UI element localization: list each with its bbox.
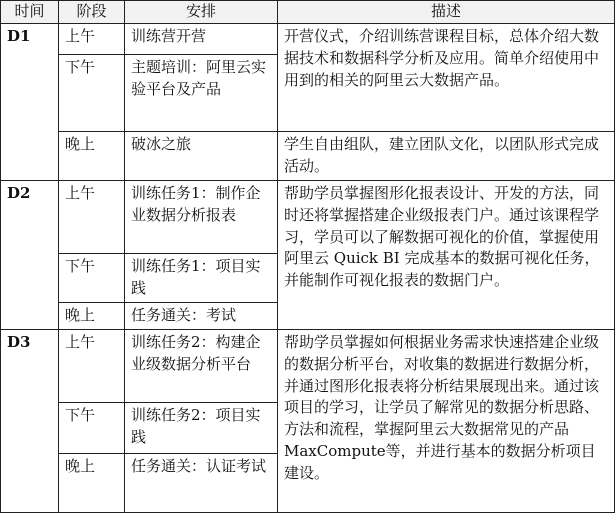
arrangement-cell: 训练任务2：项目实践 — [125, 403, 278, 454]
period-cell: 上午 — [59, 330, 125, 403]
header-row — [1, 1, 615, 24]
description-cell: 帮助学员掌握如何根据业务需求快速搭建企业级的数据分析平台，对收集的数据进行数据分析，并通过图形化报表将分析结果展现出来。通过该项目的学习，让学员了解常见的数据分析思路、方法和流程，掌握阿里云大数据常见的产品MaxCompute等，并进行基本的数据分析项目建设。 — [278, 330, 615, 513]
period-cell: 晚上 — [59, 132, 125, 181]
header-stage: 阶段 — [59, 1, 125, 24]
period-cell: 下午 — [59, 55, 125, 132]
arrangement-cell: 训练营开营 — [125, 24, 278, 55]
period-cell: 晚上 — [59, 454, 125, 513]
description-cell: 开营仪式，介绍训练营课程目标，总体介绍大数据技术和数据科学分析及应用。简单介绍使用中用到的相关的阿里云大数据产品。 — [278, 24, 615, 132]
header-description: 描述 — [278, 1, 615, 24]
arrangement-cell: 训练任务2：构建企业级数据分析平台 — [125, 330, 278, 403]
arrangement-cell: 任务通关：认证考试 — [125, 454, 278, 513]
description-cell: 学生自由组队，建立团队文化，以团队形式完成活动。 — [278, 132, 615, 181]
description-cell: 帮助学员掌握图形化报表设计、开发的方法，同时还将掌握搭建企业级报表门户。通过该课程学习，学员可以了解数据可视化的价值，掌握使用阿里云 Quick BI 完成基本的数据可视化任务，并能制作可视化报表的数据门户。 — [278, 181, 615, 330]
period-cell: 上午 — [59, 181, 125, 254]
table-row — [1, 330, 615, 403]
arrangement-cell: 破冰之旅 — [125, 132, 278, 181]
table-row — [1, 132, 615, 181]
day-cell: D3 — [1, 330, 59, 513]
table-row — [1, 24, 615, 55]
table-row — [1, 181, 615, 254]
day-cell: D2 — [1, 181, 59, 330]
period-cell: 下午 — [59, 254, 125, 303]
period-cell: 上午 — [59, 24, 125, 55]
arrangement-cell: 训练任务1：项目实践 — [125, 254, 278, 303]
day-cell: D1 — [1, 24, 59, 181]
arrangement-cell: 任务通关：考试 — [125, 303, 278, 330]
arrangement-cell: 训练任务1：制作企业数据分析报表 — [125, 181, 278, 254]
header-time: 时间 — [1, 1, 59, 24]
header-arrangement: 安排 — [125, 1, 278, 24]
period-cell: 晚上 — [59, 303, 125, 330]
period-cell: 下午 — [59, 403, 125, 454]
arrangement-cell: 主题培训：阿里云实验平台及产品 — [125, 55, 278, 132]
